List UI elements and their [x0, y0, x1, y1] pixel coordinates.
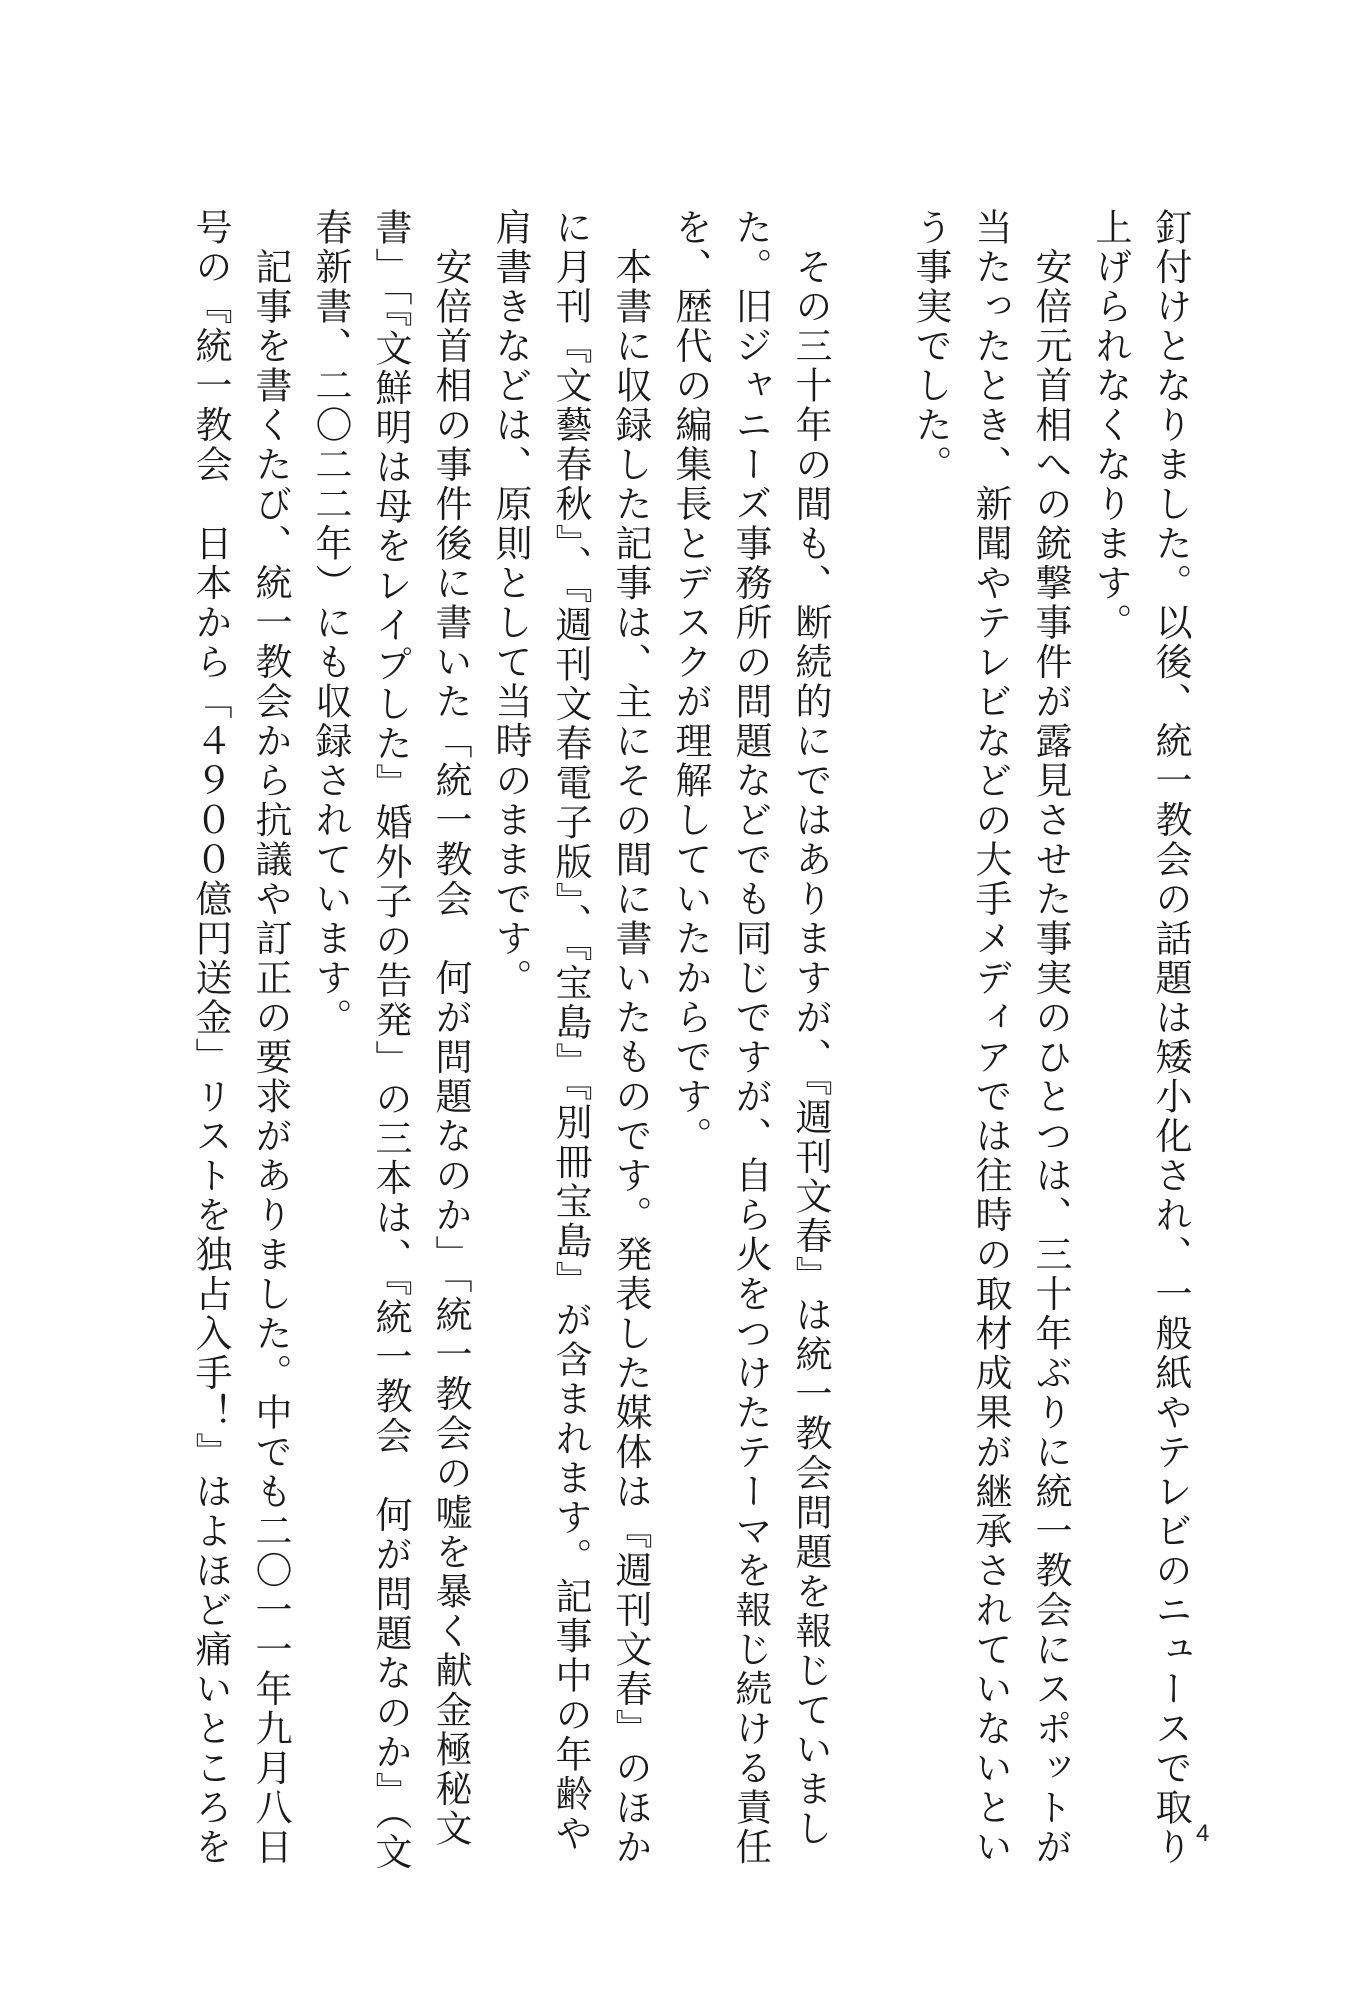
paragraph-1 [1080, 208, 1200, 1908]
text-line: 肩書きなどは、原則として当時のままです。 [489, 208, 532, 998]
paragraph-2 [900, 208, 1080, 1908]
text-line: を、歴代の編集長とデスクが理解していたからです。 [669, 208, 712, 1156]
text-line: 安倍元首相への銃撃事件が露見させた事実のひとつは、三十年ぶりに統一教会にスポットが [1029, 208, 1072, 1867]
text-line: 安倍首相の事件後に書いた「統一教会 何が問題なのか」「統一教会の嘘を暴く献金極秘文 [429, 208, 472, 1849]
text-line: 号の『統一教会 日本から「４９００億円送金」リストを独占入手！』はよほど痛いところを [189, 208, 232, 1867]
text-line: 当たったとき、新聞やテレビなどの大手メディアでは往時の取材成果が継承されていないとい [969, 208, 1012, 1867]
text-line: に月刊『文藝春秋』、『週刊文春電子版』、『宝島』『別冊宝島』が含まれます。記事中の年齢や [549, 208, 592, 1854]
text-line: 本書に収録した記事は、主にその間に書いたものです。発表した媒体は『週刊文春』のほか [609, 208, 652, 1867]
text-line: 釘付けとなりました。以後、統一教会の話題は矮小化され、一般紙やテレビのニュースで取り [1149, 208, 1192, 1867]
text-line: た。旧ジャニーズ事務所の問題などでも同じですが、自ら火をつけたテーマを報じ続ける責任 [729, 208, 772, 1867]
body-text [180, 208, 1200, 1908]
text-line: 春新書、二〇二二年）にも収録されています。 [309, 208, 352, 1038]
text-line: 上げられなくなります。 [1089, 208, 1132, 643]
paragraph-4 [480, 208, 660, 1908]
paragraph-3 [660, 208, 840, 1908]
text-line: 書」「『文鮮明は母をレイプした』婚外子の告発」の三本は、『統一教会 何が問題なのか』（文 [369, 208, 412, 1872]
text-line: う事実でした。 [909, 208, 952, 485]
paragraph-6 [180, 208, 300, 1908]
text-line: その三十年の間も、断続的にではありますが、『週刊文春』は統一教会問題を報じていまし [789, 208, 832, 1849]
page-number: 4 [1196, 1820, 1210, 1847]
text-line: 記事を書くたび、統一教会から抗議や訂正の要求がありました。中でも二〇一一年九月八日 [249, 208, 292, 1867]
paragraph-5 [300, 208, 480, 1908]
